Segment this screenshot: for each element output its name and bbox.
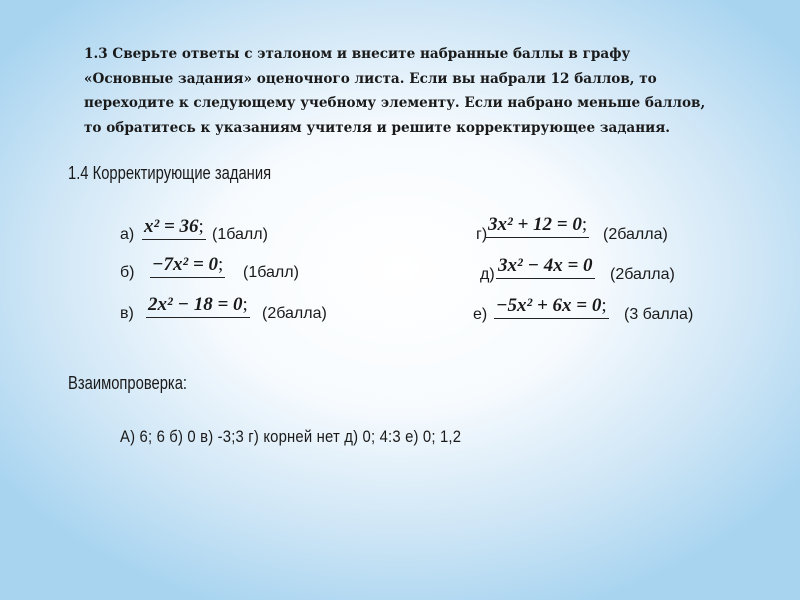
task-e-points: (3 балла) bbox=[624, 306, 694, 323]
task-d-equation bbox=[496, 255, 595, 279]
answers-line: А) 6; 6 б) 0 в) -3;3 г) корней нет д) 0; 4:3 е) 0; 1,2 bbox=[120, 428, 462, 446]
task-b-equation-text: −7x² = 0 bbox=[152, 254, 219, 275]
instruction-paragraph: 1.3 Сверьте ответы с эталоном и внесите набранные баллы в графу «Основные задания» оценочного листа. Если вы набрали 12 баллов, то переходите к следующему учебному элементу. Если набрано меньше баллов, то обратитесь к указаниям учителя и решите корректирующее задания. bbox=[84, 46, 706, 136]
task-e bbox=[473, 306, 487, 324]
task-b-equation: −7x² = 0; bbox=[150, 254, 225, 278]
task-b bbox=[120, 264, 135, 282]
corrective-tasks-heading: 1.4 Корректирующие задания bbox=[68, 163, 272, 183]
task-d bbox=[480, 266, 495, 284]
task-v bbox=[120, 305, 134, 323]
task-a-equation: x² = 36; bbox=[142, 216, 206, 240]
task-v-equation: 2x² − 18 = 0; bbox=[146, 294, 250, 318]
task-v-equation-text: 2x² − 18 = 0 bbox=[148, 294, 243, 315]
task-d-points: (2балла) bbox=[610, 266, 675, 283]
task-v-points: (2балла) bbox=[262, 305, 327, 322]
task-d-equation-text: 3x² − 4x = 0 bbox=[498, 255, 593, 276]
task-d-label: д) bbox=[480, 266, 495, 283]
task-g-points: (2балла) bbox=[603, 226, 668, 243]
task-v-label: в) bbox=[120, 305, 134, 322]
task-g-equation-text: 3x² + 12 = 0 bbox=[488, 214, 582, 235]
task-g-label: г) bbox=[476, 226, 488, 243]
task-e-equation-text: −5x² + 6x = 0 bbox=[496, 295, 602, 316]
task-a-equation-text: x² = 36 bbox=[144, 216, 199, 237]
task-e-equation: −5x² + 6x = 0; bbox=[494, 295, 609, 319]
task-a bbox=[120, 226, 134, 244]
task-a-label: а) bbox=[120, 226, 135, 243]
task-b-label: б) bbox=[120, 264, 135, 281]
peer-check-heading: Взаимопроверка: bbox=[68, 373, 188, 393]
task-g-equation: 3x² + 12 = 0; bbox=[486, 214, 589, 238]
task-b-points: (1балл) bbox=[243, 264, 299, 281]
task-e-label: е) bbox=[473, 306, 488, 323]
task-a-points: (1балл) bbox=[212, 226, 268, 243]
